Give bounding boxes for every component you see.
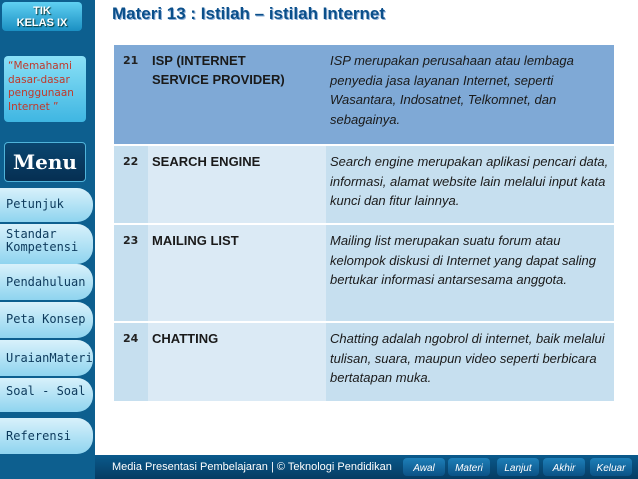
row-number: 21	[123, 54, 139, 67]
keluar-button[interactable]	[590, 458, 632, 476]
nav-label: Peta Konsep	[6, 312, 86, 326]
class-badge	[2, 2, 82, 31]
nav-petunjuk[interactable]	[0, 188, 93, 222]
nav-label: UraianMateri	[6, 351, 93, 365]
button-label: Lanjut	[504, 463, 532, 474]
term-description: Search engine merupakan aplikasi pencari data, informasi, alamat website lain melalui input kata kunci dan fitur lainnya.	[330, 154, 609, 208]
footer-bar	[95, 455, 638, 479]
nav-label: Soal - Soal	[6, 384, 86, 398]
nav-label: Pendahuluan	[6, 275, 86, 289]
term-description: Mailing list merupakan suatu forum atau kelompok diskusi di Internet yang dapat saling bertukar informasi antarsesama anggota.	[330, 233, 596, 287]
competency-quote	[4, 56, 86, 122]
term-label: MAILING LIST	[152, 233, 239, 248]
badge-subject: TIK	[33, 5, 51, 17]
nav-label: Petunjuk	[6, 197, 64, 211]
nav-soal-soal[interactable]	[0, 378, 93, 412]
nav-referensi[interactable]	[0, 418, 93, 454]
button-label: Materi	[455, 463, 483, 474]
row-number: 23	[123, 234, 139, 247]
table-row	[114, 45, 614, 144]
row-number: 24	[123, 332, 139, 345]
table-row	[114, 323, 614, 401]
menu-heading	[4, 142, 86, 182]
awal-button[interactable]	[403, 458, 445, 476]
sidebar	[0, 0, 95, 479]
nav-pendahuluan[interactable]	[0, 264, 93, 300]
button-label: Keluar	[596, 463, 626, 474]
term-description: Chatting adalah ngobrol di internet, baik melalui tulisan, suara, maupun video seperti berbicara bertatapan muka.	[330, 331, 605, 385]
term-label: CHATTING	[152, 331, 219, 346]
page-title: Materi 13 : Istilah – istilah Internet	[112, 4, 386, 23]
nav-label: Standar Kompetensi	[6, 227, 79, 254]
button-label: Akhir	[552, 463, 576, 474]
nav-uraian-materi[interactable]	[0, 340, 93, 376]
nav-peta-konsep[interactable]	[0, 302, 93, 338]
footer-credit: Media Presentasi Pembelajaran | © Teknologi Pendidikan	[112, 461, 392, 473]
term-label: ISP (INTERNET SERVICE PROVIDER)	[152, 53, 285, 87]
table-row	[114, 225, 614, 321]
table-row	[114, 146, 614, 223]
row-number: 22	[123, 155, 139, 168]
nav-standar-kompetensi[interactable]	[0, 224, 93, 264]
badge-class: KELAS IX	[16, 17, 68, 29]
lanjut-button[interactable]	[497, 458, 539, 476]
quote-text: “Memahami dasar-dasar penggunaan Internet ”	[8, 60, 74, 113]
term-description: ISP merupakan perusahaan atau lembaga penyedia jasa layanan Internet, seperti Wasantara, Indosatnet, Telkomnet, dan sebagainya.	[330, 53, 574, 127]
menu-title: Menu	[13, 150, 77, 174]
nav-label: Referensi	[6, 429, 72, 443]
term-label: SEARCH ENGINE	[152, 154, 261, 169]
materi-button[interactable]	[448, 458, 490, 476]
button-label: Awal	[413, 463, 435, 474]
akhir-button[interactable]	[543, 458, 585, 476]
